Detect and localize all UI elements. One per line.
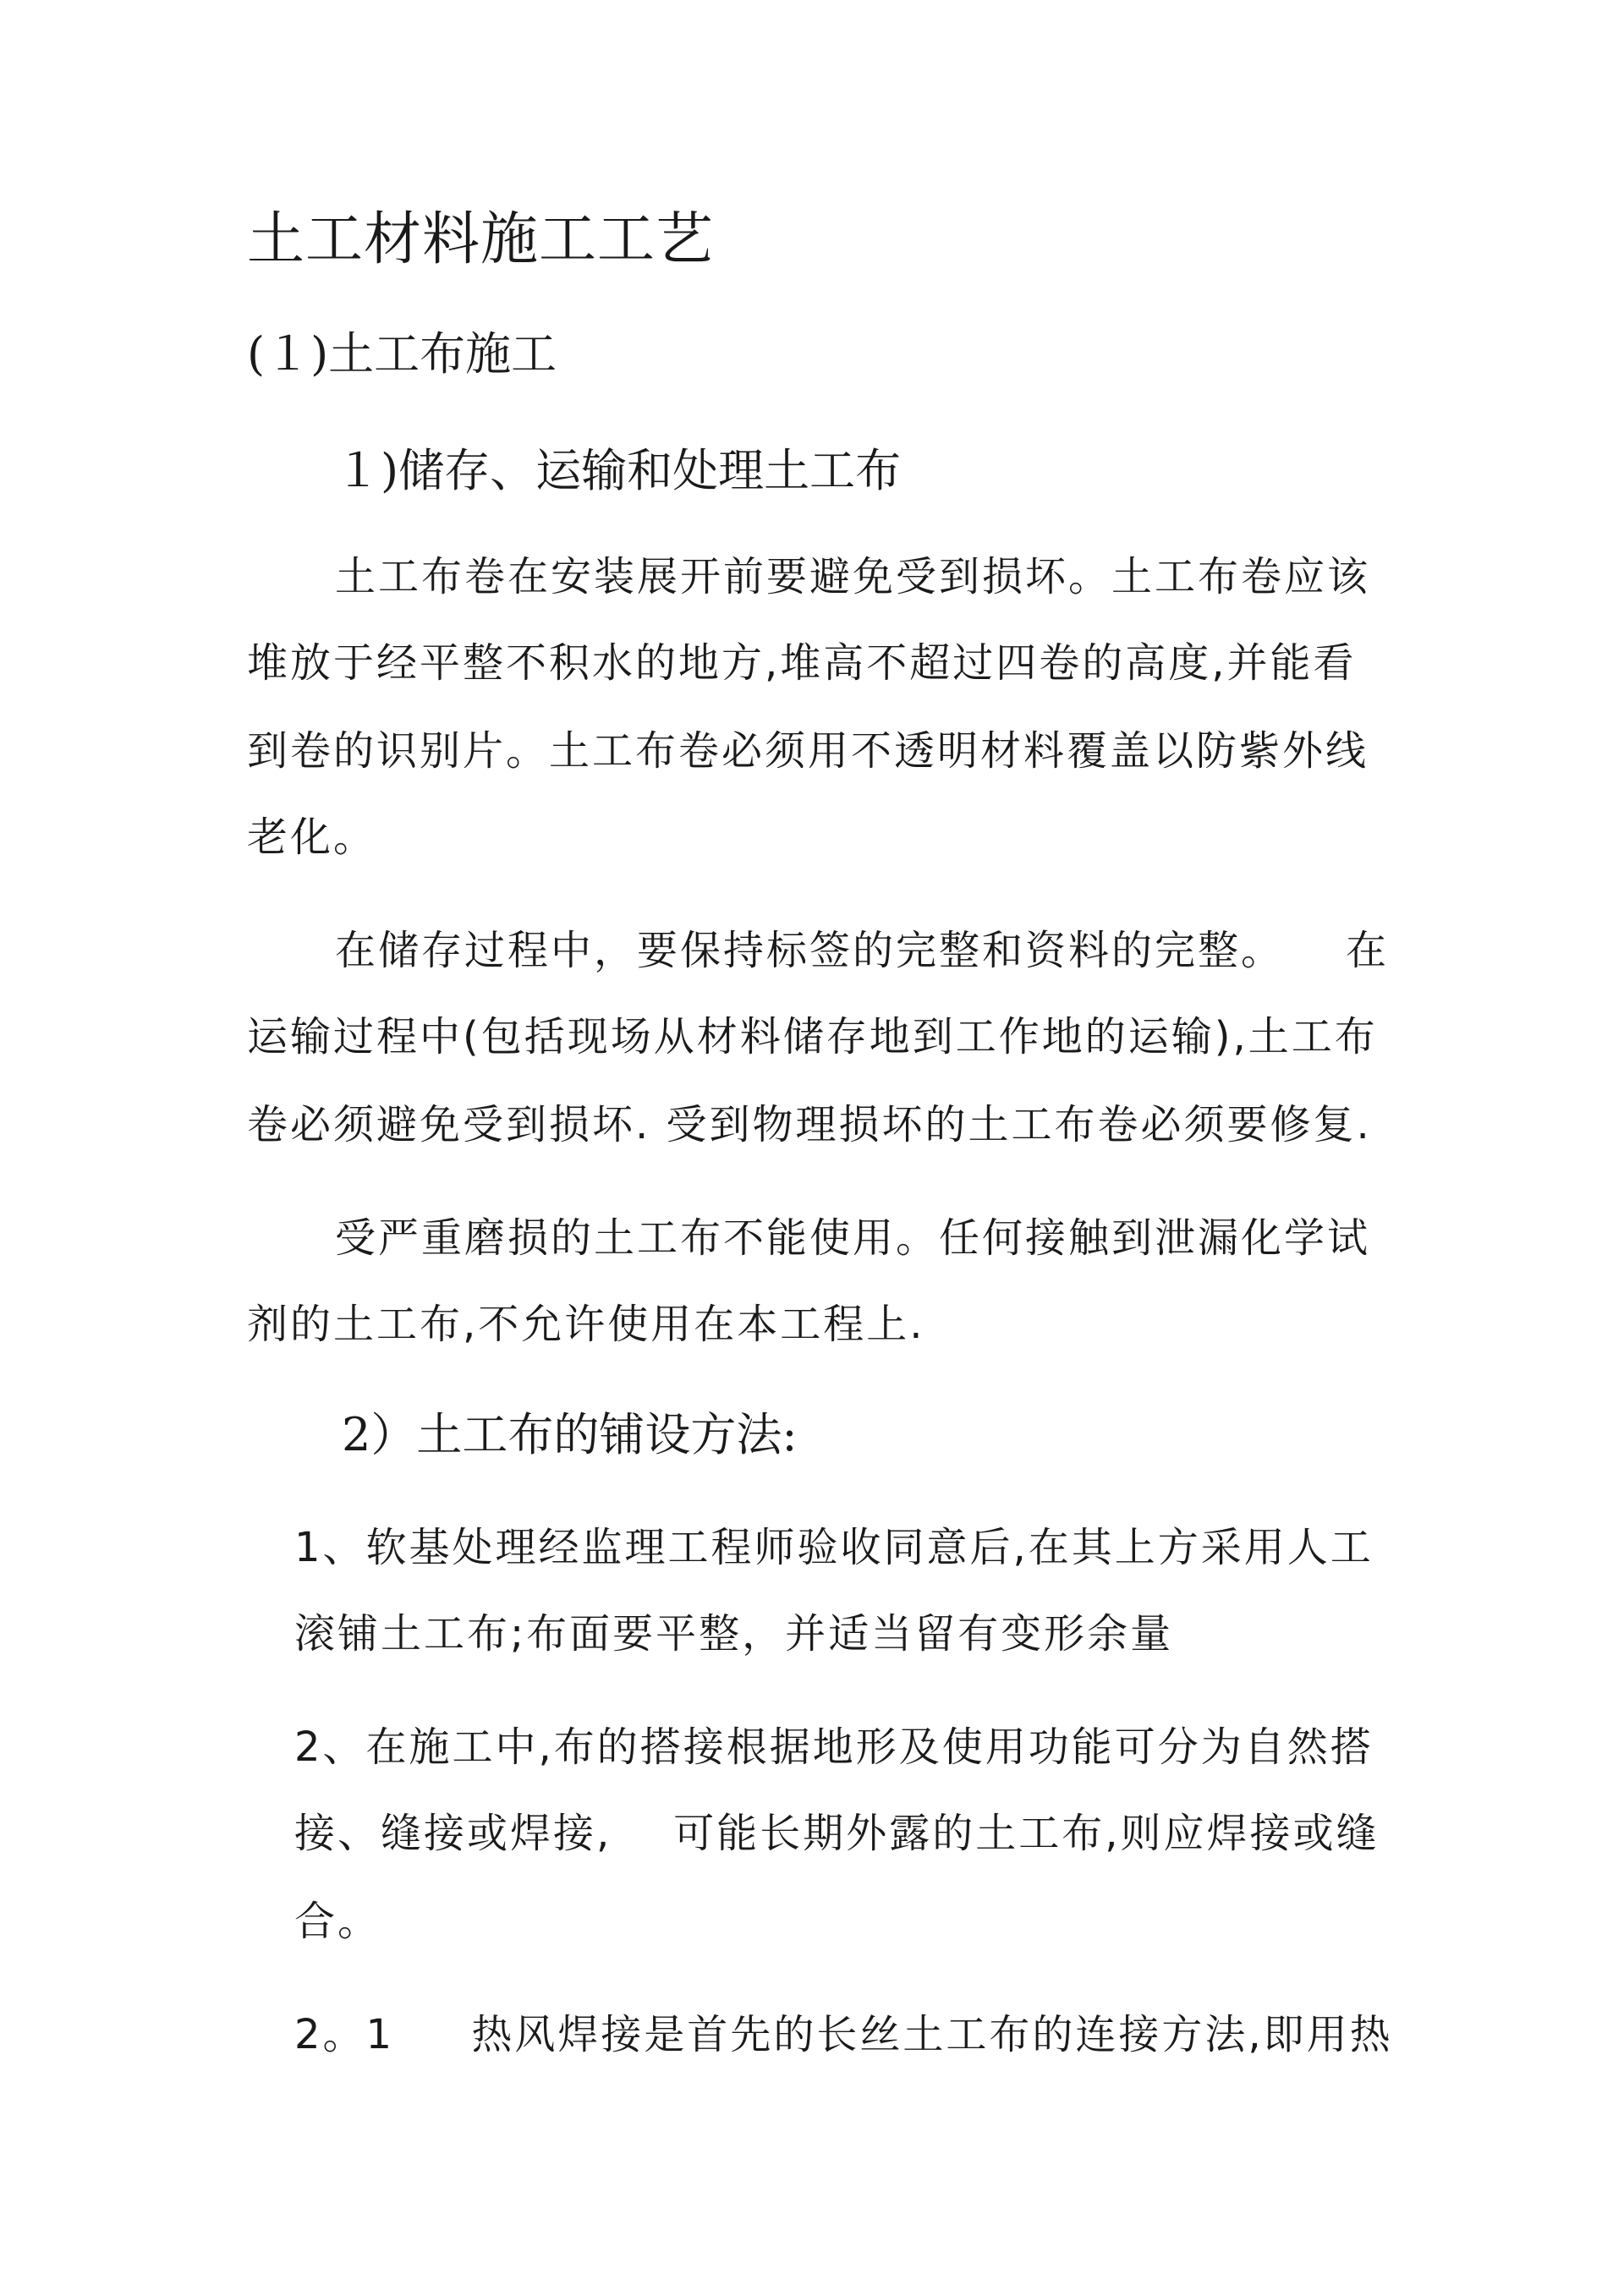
paragraph-line: 到卷的识别片。土工布卷必须用不透明材料覆盖以防紫外线 [247, 727, 1369, 775]
subsection-heading-laying-method: 2）土工布的铺设方法: [342, 1408, 798, 1461]
list-item-line: 接、缝接或焊接, 可能长期外露的土工布,则应焊接或缝 [294, 1810, 1380, 1857]
list-item-line: 滚铺土工布;布面要平整，并适当留有变形余量 [294, 1610, 1174, 1658]
subsection-heading-storage-transport: １)储存、运输和处理土工布 [335, 444, 902, 497]
list-item-line: 合。 [294, 1898, 381, 1945]
paragraph-line: 堆放于经平整不积水的地方,堆高不超过四卷的高度,并能看 [247, 639, 1357, 687]
paragraph-line: 在储存过程中，要保持标签的完整和资料的完整。 在 [335, 927, 1390, 974]
list-item-line: 2、在施工中,布的搭接根据地形及使用功能可分为自然搭 [294, 1723, 1374, 1771]
paragraph-line: 土工布卷在安装展开前要避免受到损坏。土工布卷应该 [335, 553, 1371, 600]
paragraph-line: 老化。 [247, 814, 377, 861]
paragraph-line: 卷必须避免受到损坏. 受到物理损坏的土工布卷必须要修复. [247, 1101, 1372, 1148]
section-heading-geotextile-construction: (１)土工布施工 [247, 327, 557, 381]
document-title: 土工材料施工工艺 [247, 206, 715, 273]
paragraph-line: 运输过程中(包括现场从材料储存地到工作地的运输),土工布 [247, 1013, 1378, 1060]
paragraph-line: 受严重磨损的土工布不能使用。任何接触到泄漏化学试 [335, 1214, 1371, 1262]
paragraph-line: 剂的土工布,不允许使用在本工程上. [247, 1301, 925, 1348]
list-item-line: 1、软基处理经监理工程师验收同意后,在其上方采用人工 [294, 1524, 1374, 1571]
list-item-line: 2。1 热风焊接是首先的长丝土工布的连接方法,即用热 [294, 2011, 1393, 2058]
